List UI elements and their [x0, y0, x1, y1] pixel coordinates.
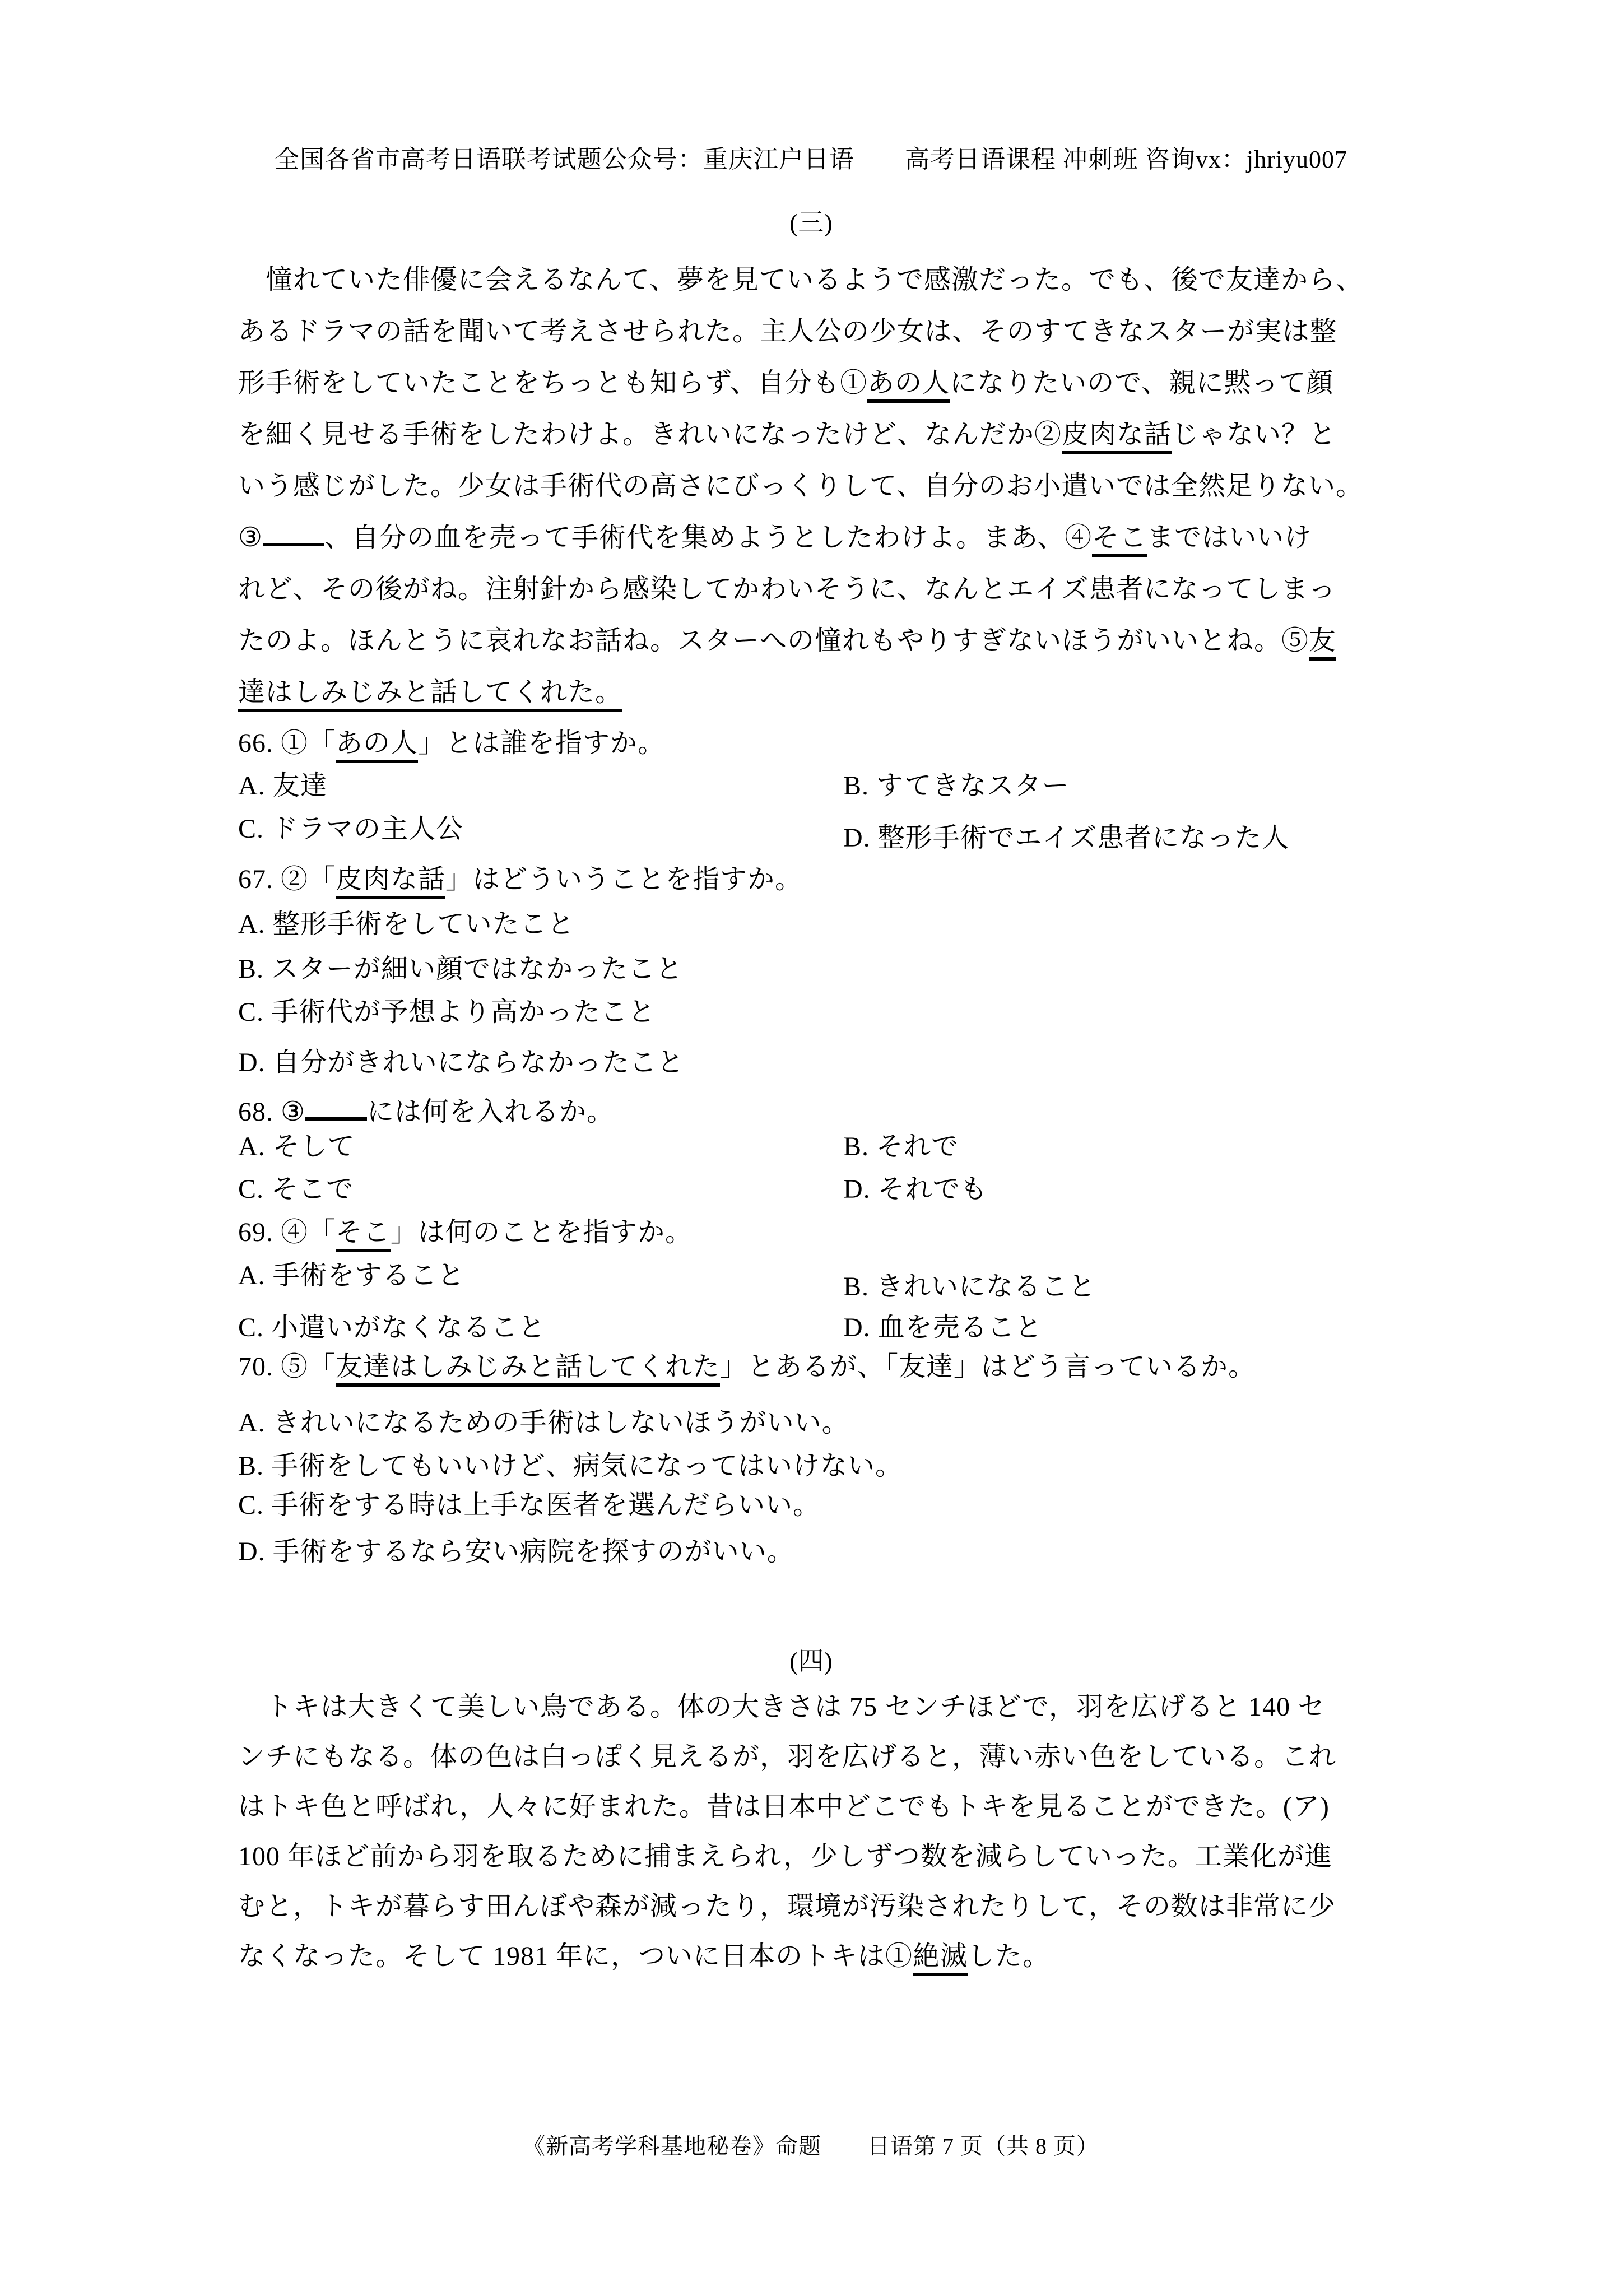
passage-line	[238, 306, 1415, 357]
underlined-text: そこ	[336, 1217, 391, 1252]
passage-line	[238, 1782, 1415, 1832]
question-stem	[238, 1093, 614, 1129]
answer-option: B. スターが細い顔ではなかったこと	[238, 954, 684, 984]
text-segment: 68. ③	[238, 1096, 306, 1127]
text-segment: 形手術をしていたことをちっとも知らず、自分も①	[238, 368, 868, 398]
answer-option: C. 手術代が予想より高かったこと	[238, 997, 656, 1027]
page-footer: 《新高考学科基地秘卷》命题 日语第 7 页（共 8 页）	[523, 2134, 1099, 2159]
question-stem	[238, 727, 665, 760]
text-segment: なくなった。そして 1981 年に，ついに日本のトキは①	[238, 1941, 913, 1971]
text-segment: はトキ色と呼ばれ，人々に好まれた。昔は日本中どこでもトキを見ることができた。(ア)	[238, 1792, 1330, 1821]
text-segment: むと，トキが暮らす田んぼや森が減ったり，環境が汚染されたりして，その数は非常に少	[238, 1891, 1336, 1921]
text-segment: 」とあるが、「友達」はどう言っているか。	[720, 1352, 1256, 1382]
text-segment: を細く見せる手術をしたわけよ。きれいになったけど、なんだか②	[238, 420, 1062, 449]
text-segment: 69. ④「	[238, 1217, 336, 1247]
passage-line	[238, 461, 1415, 512]
text-segment: 66. ①「	[238, 728, 336, 758]
question-stem	[238, 863, 802, 896]
text-segment: 」はどういうことを指すか。	[445, 865, 803, 894]
passage-line	[238, 254, 1415, 306]
answer-option: A. 友達	[238, 771, 328, 801]
section4-passage	[238, 1682, 1415, 1981]
answer-option: A. 整形手術をしていたこと	[238, 909, 575, 939]
question-stem	[238, 1216, 693, 1249]
text-segment: まではいいけ	[1147, 523, 1312, 552]
passage-line	[238, 564, 1415, 615]
answer-option: C. そこで	[238, 1174, 354, 1204]
passage-line	[238, 357, 1415, 409]
underlined-text: 友	[1309, 626, 1336, 661]
text-segment: あるドラマの話を聞いて考えさせられた。主人公の少女は、そのすてきなスターが実は整	[238, 317, 1337, 346]
passage-line	[238, 615, 1415, 667]
section4-title: (四)	[789, 1647, 833, 1675]
answer-option: B. すてきなスター	[843, 771, 1070, 801]
passage-line	[238, 667, 1415, 718]
text-segment: 」は何のことを指すか。	[391, 1217, 693, 1247]
answer-option: C. 小遣いがなくなること	[238, 1313, 546, 1342]
text-segment: 67. ②「	[238, 865, 336, 894]
text-segment: した。	[968, 1941, 1051, 1971]
answer-option: D. それでも	[843, 1174, 988, 1204]
answer-option: A. きれいになるための手術はしないほうがいい。	[238, 1408, 849, 1438]
text-segment: れど、その後がね。注射針から感染してかわいそうに、なんとエイズ患者になってしまっ	[238, 574, 1336, 604]
answer-option: D. 手術をするなら安い病院を探すのがいい。	[238, 1537, 794, 1567]
text-segment: トキは大きくて美しい鳥である。体の大きさは 75 センチほどで，羽を広げると 140 セ	[238, 1692, 1326, 1722]
section3-passage	[238, 254, 1415, 718]
passage-line	[238, 512, 1415, 564]
underlined-text: そこ	[1092, 523, 1147, 557]
page-header: 全国各省市高考日语联考试题公众号：重庆江户日语 高考日语课程 冲刺班 咨询vx：jhriyu007	[274, 146, 1348, 173]
passage-line	[238, 1732, 1415, 1782]
answer-option: A. そして	[238, 1132, 355, 1161]
blank-underline	[263, 518, 324, 546]
underlined-text: 絶滅	[913, 1941, 968, 1976]
text-segment: 」とは誰を指すか。	[418, 728, 666, 758]
underlined-text: 皮肉な話	[336, 865, 445, 899]
underlined-text: 達はしみじみと話してくれた。	[238, 677, 622, 712]
passage-line	[238, 1682, 1415, 1732]
blank-underline	[305, 1093, 367, 1121]
text-segment: ③	[238, 523, 263, 552]
text-segment: になりたいので、親に黙って顔	[950, 368, 1334, 398]
text-segment: いう感じがした。少女は手術代の高さにびっくりして、自分のお小遣いでは全然足りない。	[238, 471, 1364, 501]
answer-option: B. それで	[843, 1132, 959, 1161]
text-segment: 、自分の血を売って手術代を集めようとしたわけよ。まあ、④	[324, 523, 1093, 552]
passage-line	[238, 409, 1415, 461]
answer-option: D. 整形手術でエイズ患者になった人	[843, 823, 1290, 853]
answer-option: D. 自分がきれいにならなかったこと	[238, 1048, 685, 1077]
answer-option: C. ドラマの主人公	[238, 814, 464, 844]
text-segment: ンチにもなる。体の色は白っぽく見えるが，羽を広げると，薄い赤い色をしている。これ	[238, 1742, 1337, 1772]
answer-option: A. 手術をすること	[238, 1261, 465, 1290]
passage-line	[238, 1832, 1415, 1881]
section3-title: (三)	[789, 208, 833, 237]
text-segment: 100 年ほど前から羽を取るために捕まえられ，少しずつ数を減らしていった。工業化が進	[238, 1842, 1332, 1871]
answer-option: B. 手術をしてもいいけど、病気になってはいけない。	[238, 1451, 903, 1481]
text-segment: 70. ⑤「	[238, 1352, 336, 1382]
text-segment: たのよ。ほんとうに哀れなお話ね。スターへの憧れもやりすぎないほうがいいとね。⑤	[238, 626, 1309, 656]
text-segment: には何を入れるか。	[367, 1096, 615, 1127]
text-segment: じゃない？と	[1172, 420, 1337, 449]
underlined-text: 皮肉な話	[1062, 420, 1172, 454]
underlined-text: あの人	[336, 728, 418, 763]
underlined-text: 友達はしみじみと話してくれた	[336, 1352, 720, 1387]
answer-option: C. 手術をする時は上手な医者を選んだらいい。	[238, 1490, 821, 1520]
question-stem	[238, 1350, 1256, 1384]
text-segment: 憧れていた俳優に会えるなんて、夢を見ているようで感激だった。でも、後で友達から、	[238, 265, 1364, 295]
passage-line	[238, 1931, 1415, 1981]
underlined-text: あの人	[867, 368, 950, 403]
answer-option: D. 血を売ること	[843, 1313, 1043, 1342]
answer-option: B. きれいになること	[843, 1272, 1096, 1302]
passage-line	[238, 1881, 1415, 1931]
